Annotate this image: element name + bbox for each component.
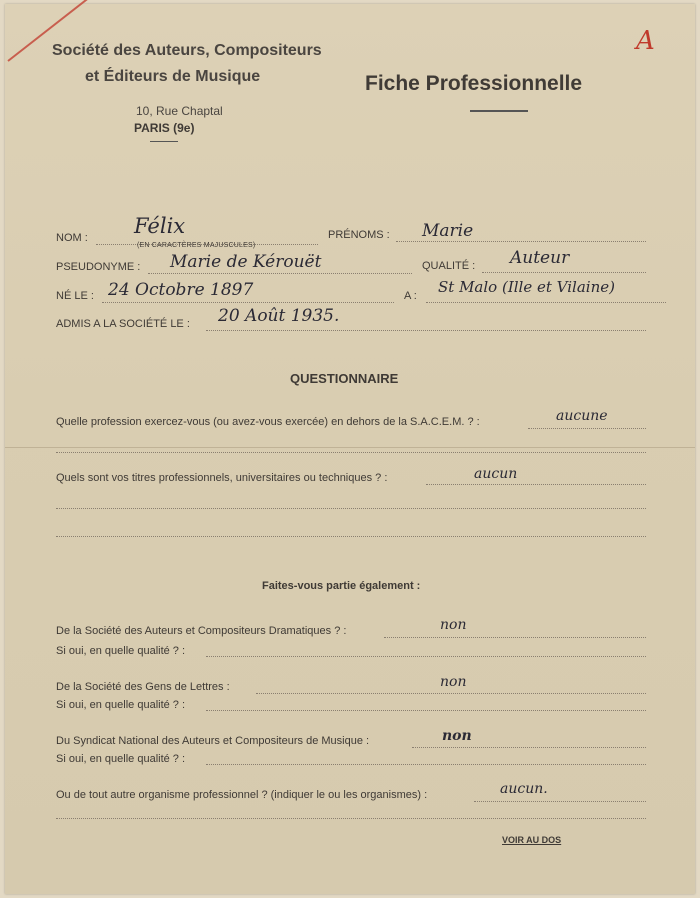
q6-value: aucun. — [500, 781, 548, 797]
prenoms-label: PRÉNOMS : — [328, 229, 390, 241]
page-title: Fiche Professionnelle — [365, 72, 583, 95]
qualite-line — [482, 272, 646, 273]
pseudonyme-line — [148, 273, 412, 274]
prenoms-line — [396, 241, 646, 242]
prenoms-value: Marie — [422, 221, 474, 241]
qualite-label: QUALITÉ : — [422, 260, 476, 272]
admis-label: ADMIS A LA SOCIÉTÉ LE : — [56, 318, 190, 330]
lieu-label: A : — [404, 290, 417, 302]
q2-value: aucun — [474, 466, 518, 482]
ne-le-label: NÉ LE : — [56, 290, 94, 302]
q3-value: non — [440, 617, 467, 633]
q5-label: Du Syndicat National des Auteurs et Compositeurs de Musique : — [56, 735, 370, 747]
address-underline — [150, 141, 178, 142]
q5-sub-line — [206, 764, 646, 765]
q4-value: non — [440, 674, 467, 690]
q6-extra-line — [56, 818, 646, 819]
q2-label: Quels sont vos titres professionnels, universitaires ou techniques ? : — [56, 472, 388, 484]
nom-note: (EN CARACTÈRES MAJUSCULES) — [137, 242, 256, 249]
membership-title: Faites-vous partie également : — [262, 580, 421, 592]
society-name-line1: Société des Auteurs, Compositeurs — [52, 42, 322, 59]
qualite-value: Auteur — [510, 248, 570, 268]
q5-line — [412, 747, 646, 748]
q6-label: Ou de tout autre organisme professionnel ? (indiquer le ou les organismes) : — [56, 789, 428, 801]
lieu-line — [426, 302, 666, 303]
q2-extra-line-1 — [56, 508, 646, 509]
q4-sub-label: Si oui, en quelle qualité ? : — [56, 699, 186, 711]
q2-line — [426, 484, 646, 485]
q6-line — [474, 801, 646, 802]
q3-sub-label: Si oui, en quelle qualité ? : — [56, 645, 186, 657]
q3-label: De la Société des Auteurs et Compositeurs Dramatiques ? : — [56, 625, 347, 637]
admis-line — [206, 330, 646, 331]
pseudonyme-label: PSEUDONYME : — [56, 261, 141, 273]
ne-le-line — [102, 302, 394, 303]
voir-au-dos-note: VOIR AU DOS — [502, 835, 562, 845]
q5-sub-label: Si oui, en quelle qualité ? : — [56, 753, 186, 765]
nom-label: NOM : — [56, 232, 88, 244]
questionnaire-title: QUESTIONNAIRE — [290, 371, 399, 386]
society-address-city: PARIS (9e) — [134, 121, 195, 135]
pseudonyme-value: Marie de Kérouët — [170, 252, 322, 272]
q5-value: non — [442, 728, 472, 744]
q4-label: De la Société des Gens de Lettres : — [56, 681, 230, 693]
ne-le-value: 24 Octobre 1897 — [108, 280, 254, 300]
q1-extra-line — [56, 452, 646, 453]
q1-line — [528, 428, 646, 429]
q2-extra-line-2 — [56, 536, 646, 537]
q4-line — [256, 693, 646, 694]
q3-line — [384, 637, 646, 638]
lieu-value: St Malo (Ille et Vilaine) — [438, 278, 615, 296]
nom-value: Félix — [134, 214, 186, 238]
fold-crease — [5, 447, 695, 448]
q1-value: aucune — [556, 408, 608, 424]
admis-value: 20 Août 1935. — [218, 306, 340, 326]
society-address-street: 10, Rue Chaptal — [136, 104, 223, 118]
q1-label: Quelle profession exercez-vous (ou avez-vous exercée) en dehors de la S.A.C.E.M. ? : — [56, 416, 480, 428]
title-underline — [470, 110, 528, 112]
society-name-line2: et Éditeurs de Musique — [85, 68, 261, 85]
q3-sub-line — [206, 656, 646, 657]
q4-sub-line — [206, 710, 646, 711]
corner-mark: A — [636, 26, 655, 56]
